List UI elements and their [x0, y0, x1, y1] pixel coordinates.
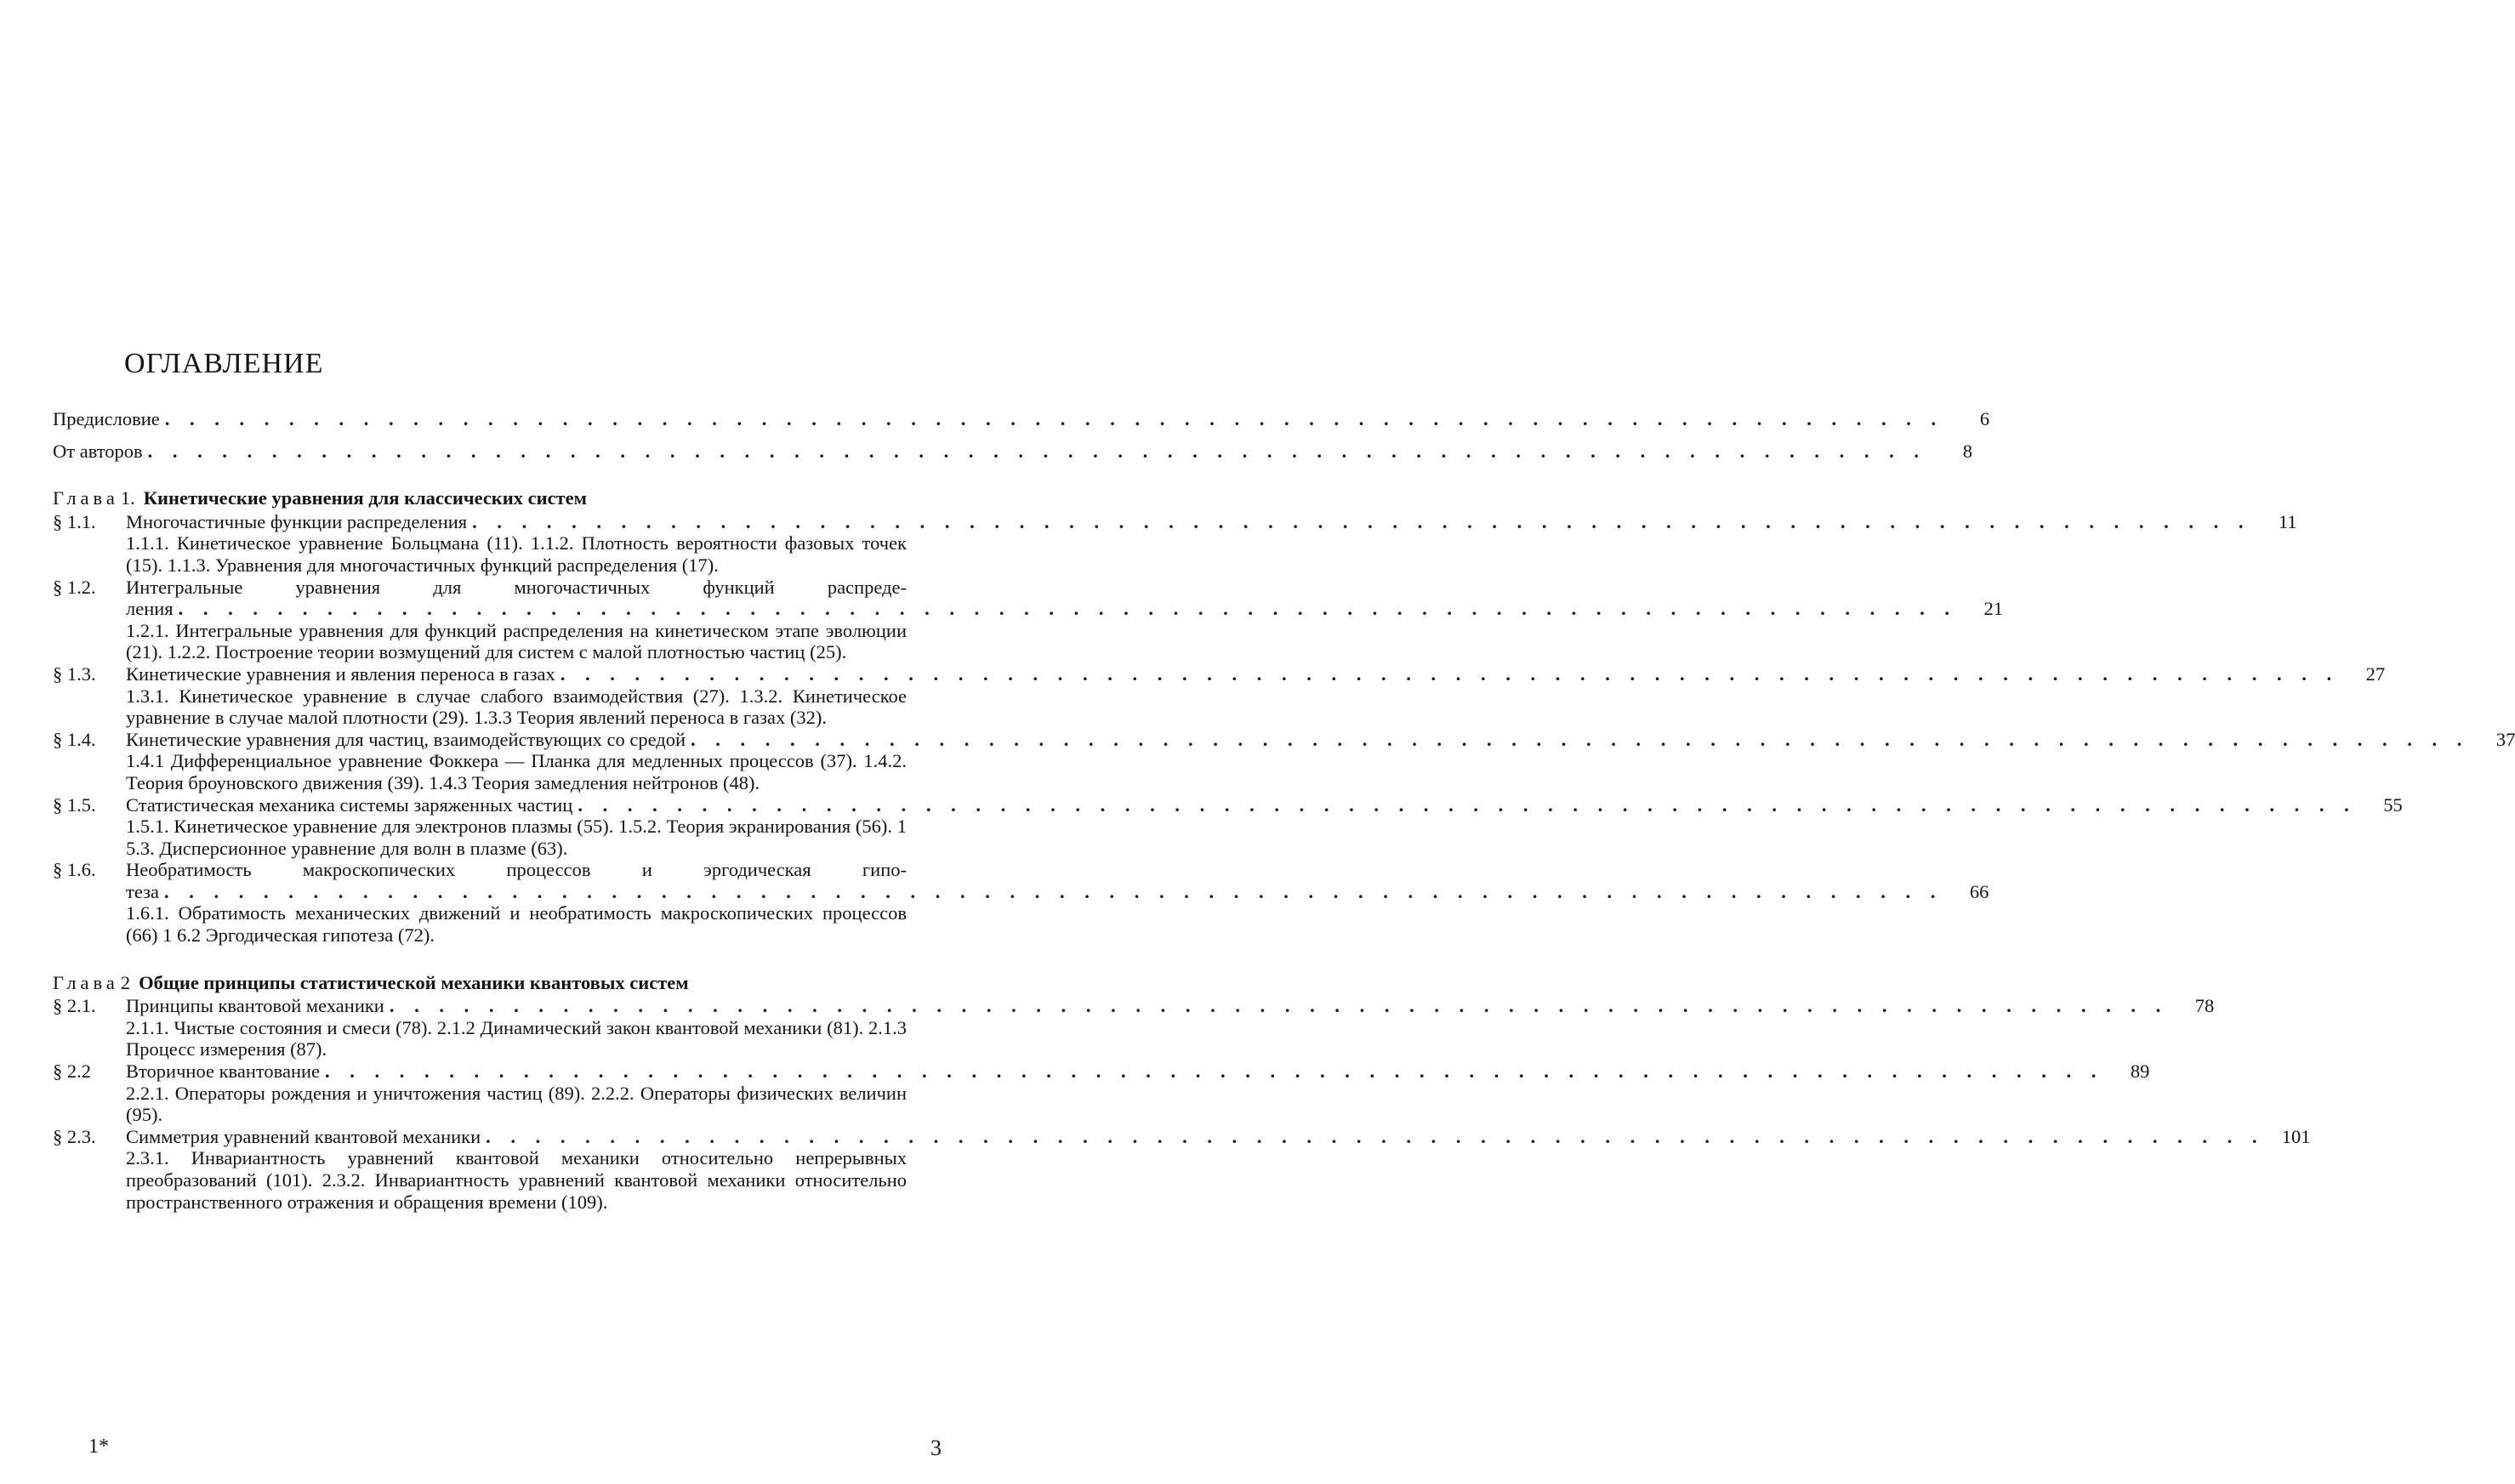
- section-title-row: [126, 1125, 2311, 1148]
- section-title-continued: ления: [126, 598, 174, 620]
- subsection-list: 1.1.1. Кинетическое уравнение Больцмана (11). 1.1.2. Плотность вероятности фазовых точек (15). 1.1.3. Уравнения для многочастичных функций распределения (17).: [126, 532, 907, 576]
- entry-page: 6: [1979, 408, 1990, 429]
- page-title: ОГЛАВЛЕНИЕ: [124, 348, 324, 379]
- leader-dots: . . . . . . . . . . . . . . . . . . . . . . . . . . . . . . . . . . . . . . . . . . . . . . . . . . . . . . . . . . . . . . . . . . . . . . . .: [163, 880, 1943, 902]
- leader-dots: . . . . . . . . . . . . . . . . . . . . . . . . . . . . . . . . . . . . . . . . . . . . . . . . . . . . . . . . . . . . . . . . . . . . . . . .: [486, 1125, 2265, 1147]
- chapter-heading: [53, 972, 953, 994]
- section-number: § 1.3.: [53, 662, 96, 685]
- chapter-prefix: Глава: [53, 971, 119, 993]
- printer-signature-mark: 1*: [88, 1436, 109, 1458]
- section-page: 27: [2365, 662, 2386, 685]
- section-number: § 2.3.: [53, 1125, 96, 1147]
- leader-dots: . . . . . . . . . . . . . . . . . . . . . . . . . . . . . . . . . . . . . . . . . . . . . . . . . . . . . . . . . . . . . . . . . . . . . . . .: [325, 1060, 2104, 1083]
- chapter-prefix: Глава: [53, 487, 119, 509]
- section-page: 78: [2194, 995, 2215, 1017]
- section-number: § 1.6.: [53, 859, 96, 881]
- chapter-title: Общие принципы статистической механики квантовых систем: [139, 971, 689, 993]
- section-title-row: [126, 1060, 2150, 1083]
- subsection-list: 2.3.1. Инвариантность уравнений квантовой механики относительно непрерывных преобразований (101). 2.3.2. Инвариантность уравнений квантовой механики относительно пространственного отражения и обращения времени (109).: [126, 1147, 907, 1213]
- section-title-row: [126, 510, 2297, 533]
- section-title-row: [126, 728, 2515, 751]
- entry-title: От авторов: [53, 440, 143, 462]
- leader-dots: . . . . . . . . . . . . . . . . . . . . . . . . . . . . . . . . . . . . . . . . . . . . . . . . . . . . . . . . . . . . . . . . . . . . . . . .: [164, 408, 1944, 429]
- subsection-list: 1.6.1. Обратимость механических движений и необратимость макроскопических процессов (66) 1 6.2 Эргодическая гипотеза (72).: [126, 902, 907, 947]
- toc-section: [53, 859, 1989, 947]
- leader-dots: . . . . . . . . . . . . . . . . . . . . . . . . . . . . . . . . . . . . . . . . . . . . . . . . . . . . . . . . . . . . . . . . . . . . . . . .: [472, 510, 2251, 532]
- toc-entry: [53, 440, 1973, 463]
- toc-section: [53, 576, 2004, 663]
- section-title-continued: теза: [126, 880, 159, 902]
- section-page: 89: [2130, 1060, 2150, 1083]
- subsection-list: 1.3.1. Кинетическое уравнение в случае слабого взаимодействия (27). 1.3.2. Кинетическое уравнение в случае малой плотности (29). 1.3.3 Теория явлений переноса в газах (32).: [126, 685, 907, 729]
- toc-entry: [53, 408, 1990, 430]
- section-page: 21: [1983, 598, 2004, 620]
- subsection-list: 1.5.1. Кинетическое уравнение для электронов плазмы (55). 1.5.2. Теория экранирования (56). 1 5.3. Дисперсионное уравнение для волн в плазме (63).: [126, 816, 907, 859]
- section-title: Интегральные уравнения для многочастичных функций распреде-: [126, 576, 907, 598]
- section-body: [126, 1125, 2311, 1213]
- section-number: § 1.5.: [53, 793, 96, 816]
- toc-section: [53, 793, 2403, 860]
- section-title-row: [126, 995, 2215, 1017]
- section-title-row: [126, 793, 2403, 816]
- leader-dots: . . . . . . . . . . . . . . . . . . . . . . . . . . . . . . . . . . . . . . . . . . . . . . . . . . . . . . . . . . . . . . . . . . . . . . . .: [691, 728, 2470, 750]
- leader-dots: . . . . . . . . . . . . . . . . . . . . . . . . . . . . . . . . . . . . . . . . . . . . . . . . . . . . . . . . . . . . . . . . . . . . . . . .: [147, 440, 1927, 462]
- section-number: § 1.4.: [53, 728, 96, 750]
- page-number: 3: [930, 1436, 942, 1460]
- section-number: § 2.1.: [53, 995, 96, 1017]
- toc-section: [53, 510, 2297, 577]
- section-page: 55: [2383, 793, 2403, 816]
- chapter-title: Кинетические уравнения для классических систем: [143, 487, 587, 509]
- leader-dots: . . . . . . . . . . . . . . . . . . . . . . . . . . . . . . . . . . . . . . . . . . . . . . . . . . . . . . . . . . . . . . . . . . . . . . . .: [389, 995, 2169, 1017]
- toc-section: [53, 1125, 2311, 1213]
- leader-dots: . . . . . . . . . . . . . . . . . . . . . . . . . . . . . . . . . . . . . . . . . . . . . . . . . . . . . . . . . . . . . . . . . . . . . . . .: [578, 793, 2357, 816]
- entry-page: 8: [1962, 440, 1973, 462]
- leader-dots: . . . . . . . . . . . . . . . . . . . . . . . . . . . . . . . . . . . . . . . . . . . . . . . . . . . . . . . . . . . . . . . . . . . . . . . .: [178, 598, 1958, 620]
- section-number: § 1.1.: [53, 510, 96, 532]
- toc-section: [53, 728, 2515, 794]
- section-title: Вторичное квантование: [126, 1060, 321, 1083]
- section-body: [126, 662, 2386, 729]
- section-page: 37: [2495, 728, 2515, 750]
- chapter-heading: [53, 487, 953, 509]
- section-title-row: [126, 662, 2386, 685]
- section-title: Кинетические уравнения и явления переноса в газах: [126, 662, 555, 685]
- subsection-list: 1.4.1 Дифференциальное уравнение Фоккера — Планка для медленных процессов (37). 1.4.2. Теория броуновского движения (39). 1.4.3 Теория замедления нейтронов (48).: [126, 750, 907, 793]
- section-body: [126, 576, 2004, 663]
- toc-section: [53, 662, 2386, 729]
- section-number: § 2.2: [53, 1060, 91, 1083]
- section-title: Симметрия уравнений квантовой механики: [126, 1125, 481, 1147]
- section-title: Статистическая механика системы заряженных частиц: [126, 793, 573, 816]
- subsection-list: 1.2.1. Интегральные уравнения для функций распределения на кинетическом этапе эволюции (21). 1.2.2. Построение теории возмущений для систем с малой плотностью частиц (25).: [126, 619, 907, 663]
- section-title: Кинетические уравнения для частиц, взаимодействующих со средой: [126, 728, 686, 750]
- table-of-contents: [53, 408, 2515, 1213]
- section-number: § 1.2.: [53, 576, 96, 598]
- chapter-number: 2: [120, 971, 131, 993]
- section-body: [126, 728, 2515, 794]
- section-body: [126, 859, 1989, 947]
- leader-dots: . . . . . . . . . . . . . . . . . . . . . . . . . . . . . . . . . . . . . . . . . . . . . . . . . . . . . . . . . . . . . . . . . . . . . . . .: [560, 662, 2340, 685]
- section-body: [126, 793, 2403, 860]
- subsection-list: 2.2.1. Операторы рождения и уничтожения частиц (89). 2.2.2. Операторы физических величин (95).: [126, 1082, 907, 1126]
- section-title: Многочастичные функции распределения: [126, 510, 468, 532]
- toc-section: [53, 1060, 2150, 1126]
- section-body: [126, 995, 2215, 1060]
- toc-section: [53, 995, 2215, 1060]
- section-page: 66: [1969, 880, 1989, 902]
- section-page: 11: [2278, 510, 2297, 532]
- section-page: 101: [2281, 1125, 2311, 1147]
- chapter-number: 1.: [120, 487, 135, 509]
- section-body: [126, 510, 2297, 577]
- subsection-list: 2.1.1. Чистые состояния и смеси (78). 2.1.2 Динамический закон квантовой механики (81). 2.1.3 Процесс измерения (87).: [126, 1016, 907, 1060]
- section-title: Принципы квантовой механики: [126, 995, 384, 1017]
- section-body: [126, 1060, 2150, 1126]
- section-title-row: [126, 598, 2004, 620]
- section-title-row: [126, 880, 1989, 903]
- entry-title: Предисловие: [53, 408, 160, 429]
- section-title: Необратимость макроскопических процессов и эргодическая гипо-: [126, 859, 907, 881]
